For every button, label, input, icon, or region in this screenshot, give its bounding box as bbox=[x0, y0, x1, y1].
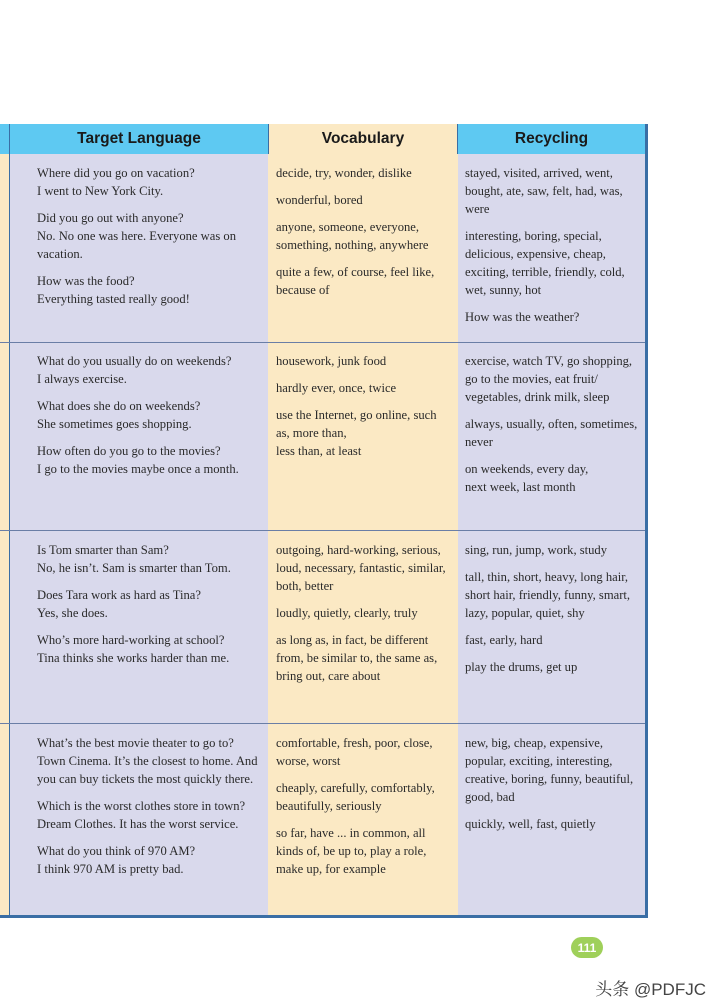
recycling-item: stayed, visited, arrived, went, bought, ate, saw, felt, had, was, were bbox=[465, 166, 623, 216]
target-item: Did you go out with anyone? No. No one was here. Everyone was on vacation. bbox=[37, 211, 236, 261]
recycling-item: How was the weather? bbox=[465, 310, 580, 324]
target-item: How often do you go to the movies? I go to the movies maybe once a month. bbox=[37, 444, 239, 476]
row-1-vocabulary bbox=[276, 164, 452, 308]
row-divider bbox=[0, 530, 645, 531]
target-item: Where did you go on vacation? I went to New York City. bbox=[37, 166, 195, 198]
row-2-vocabulary bbox=[276, 352, 452, 469]
row-3-target-language bbox=[37, 541, 263, 676]
recycling-item: sing, run, jump, work, study bbox=[465, 543, 608, 557]
recycling-item: interesting, boring, special, delicious, expensive, cheap, exciting, terrible, friendly, cold, wet, sunny, hot bbox=[465, 229, 625, 297]
target-item: What’s the best movie theater to go to? Town Cinema. It’s the closest to home. And you can buy tickets the most quickly there. bbox=[37, 736, 258, 786]
header-vocabulary: Vocabulary bbox=[268, 124, 458, 154]
row-1-recycling bbox=[465, 164, 641, 335]
vocab-item: hardly ever, once, twice bbox=[276, 381, 397, 395]
page-number: 111 bbox=[571, 937, 603, 958]
row-1-target-language bbox=[37, 164, 263, 317]
row-2-recycling bbox=[465, 352, 641, 505]
row-4-vocabulary bbox=[276, 734, 452, 887]
recycling-item: exercise, watch TV, go shopping, go to the movies, eat fruit/ vegetables, drink milk, sleep bbox=[465, 354, 633, 404]
vocab-item: outgoing, hard-working, serious, loud, necessary, fantastic, similar, both, better bbox=[276, 543, 446, 593]
vocab-item: loudly, quietly, clearly, truly bbox=[276, 606, 418, 620]
row-4-recycling bbox=[465, 734, 641, 842]
vocab-item: so far, have ... in common, all kinds of, be up to, play a role, make up, for example bbox=[276, 826, 427, 876]
target-item: What do you think of 970 AM? I think 970 AM is pretty bad. bbox=[37, 844, 196, 876]
recycling-item: tall, thin, short, heavy, long hair, short hair, friendly, funny, smart, lazy, popular, quiet, shy bbox=[465, 570, 631, 620]
vocab-item: use the Internet, go online, such as, more than, less than, at least bbox=[276, 408, 437, 458]
row-divider bbox=[0, 342, 645, 343]
header-edge bbox=[0, 124, 10, 154]
row-3-vocabulary bbox=[276, 541, 452, 694]
vocab-item: as long as, in fact, be different from, be similar to, the same as, bring out, care about bbox=[276, 633, 438, 683]
vocab-item: quite a few, of course, feel like, because of bbox=[276, 265, 435, 297]
recycling-item: fast, early, hard bbox=[465, 633, 543, 647]
recycling-item: play the drums, get up bbox=[465, 660, 578, 674]
column-edge bbox=[0, 154, 10, 915]
vocab-item: cheaply, carefully, comfortably, beautifully, seriously bbox=[276, 781, 435, 813]
header-recycling: Recycling bbox=[458, 124, 645, 154]
row-2-target-language bbox=[37, 352, 263, 487]
recycling-item: quickly, well, fast, quietly bbox=[465, 817, 596, 831]
vocab-item: decide, try, wonder, dislike bbox=[276, 166, 412, 180]
vocab-item: comfortable, fresh, poor, close, worse, worst bbox=[276, 736, 433, 768]
source-watermark: 头条 @PDFJC bbox=[595, 980, 706, 999]
target-item: What does she do on weekends? She sometimes goes shopping. bbox=[37, 399, 201, 431]
unit-summary-table bbox=[0, 124, 648, 918]
recycling-item: new, big, cheap, expensive, popular, exciting, interesting, creative, boring, funny, beautiful, good, bad bbox=[465, 736, 634, 804]
row-3-recycling bbox=[465, 541, 641, 685]
target-item: Is Tom smarter than Sam? No, he isn’t. Sam is smarter than Tom. bbox=[37, 543, 231, 575]
target-item: Who’s more hard-working at school? Tina thinks she works harder than me. bbox=[37, 633, 230, 665]
target-item: What do you usually do on weekends? I always exercise. bbox=[37, 354, 232, 386]
target-item: Which is the worst clothes store in town? Dream Clothes. It has the worst service. bbox=[37, 799, 246, 831]
recycling-item: on weekends, every day, next week, last month bbox=[465, 462, 589, 494]
recycling-item: always, usually, often, sometimes, never bbox=[465, 417, 638, 449]
row-divider bbox=[0, 723, 645, 724]
header-target-language: Target Language bbox=[10, 124, 268, 154]
target-item: Does Tara work as hard as Tina? Yes, she does. bbox=[37, 588, 201, 620]
target-item: How was the food? Everything tasted really good! bbox=[37, 274, 190, 306]
vocab-item: housework, junk food bbox=[276, 354, 387, 368]
vocab-item: anyone, someone, everyone, something, nothing, anywhere bbox=[276, 220, 429, 252]
row-4-target-language bbox=[37, 734, 263, 887]
vocab-item: wonderful, bored bbox=[276, 193, 363, 207]
